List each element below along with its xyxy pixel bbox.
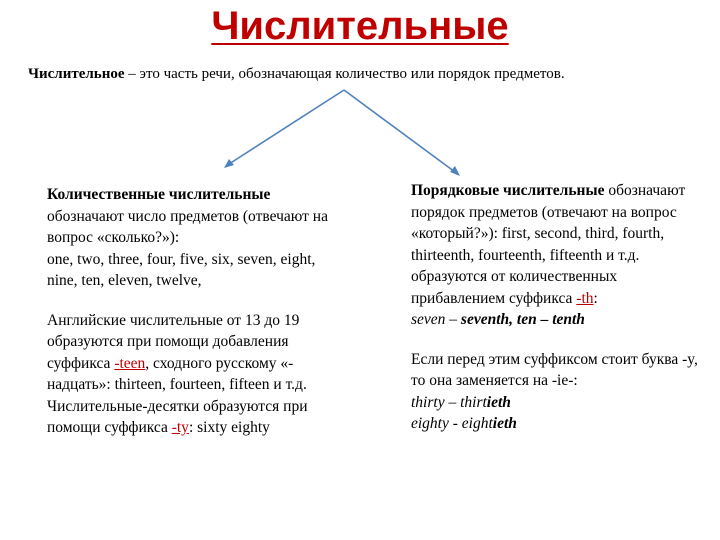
y-to-ie-rule bbox=[411, 349, 701, 435]
ordinal-term: Порядковые числительные bbox=[411, 182, 605, 199]
page-title: Числительные bbox=[211, 4, 509, 48]
eighty-example: eighty - eight bbox=[411, 415, 493, 432]
ordinal-example-end: seventh, ten – tenth bbox=[460, 311, 585, 328]
ordinal-definition bbox=[411, 180, 701, 331]
suffix-ty: -ty bbox=[171, 419, 189, 436]
arrowhead-right bbox=[450, 166, 460, 176]
thirty-example-ending: ieth bbox=[486, 393, 511, 411]
cardinal-text: обозначают число предметов (отвечают на вопрос «сколько?»): bbox=[47, 207, 328, 246]
arrow-left bbox=[229, 90, 344, 164]
cardinal-term: Количественные числительные bbox=[47, 186, 271, 203]
ty-examples: : sixty eighty bbox=[188, 419, 270, 436]
cardinal-examples: one, two, three, four, five, six, seven, eight, nine, ten, eleven, twelve, bbox=[47, 250, 316, 289]
cardinal-definition bbox=[47, 184, 337, 292]
teen-rule-text: Английские числительные от 13 до 19 образуются при помощи добавления суффикса bbox=[47, 311, 300, 372]
suffix-teen: -teen bbox=[114, 354, 146, 372]
arrowhead-left bbox=[224, 159, 234, 168]
thirty-example: thirty – thirt bbox=[411, 393, 487, 411]
y-rule-text: Если перед этим суффиксом стоит буква -y, то она заменяется на -ie-: bbox=[411, 350, 698, 389]
suffix-colon: : bbox=[593, 289, 598, 307]
eighty-example-ending: ieth bbox=[492, 415, 517, 432]
ordinal-example-start: seven – bbox=[411, 311, 461, 328]
arrow-right bbox=[344, 90, 455, 172]
teen-rule-text-2: , сходного русскому «-надцать»: thirteen, fourteen, fifteen и т.д. Числительные-десятки образуются при помощи суффикса bbox=[47, 354, 308, 436]
teen-ty-rule bbox=[47, 310, 337, 439]
suffix-th: -th bbox=[576, 289, 594, 307]
cardinal-column bbox=[47, 184, 337, 439]
definition-text: – это часть речи, обозначающая количество или порядок предметов. bbox=[124, 66, 565, 82]
ordinal-text: обозначают порядок предметов (отвечают на вопрос «который?»): first, second, third, fourth, thirteenth, fourteenth, fifteenth и т.д. образуются от количественных прибавлением суффикса bbox=[411, 182, 686, 307]
ordinal-column bbox=[411, 180, 701, 435]
definition-term: Числительное bbox=[28, 66, 125, 82]
